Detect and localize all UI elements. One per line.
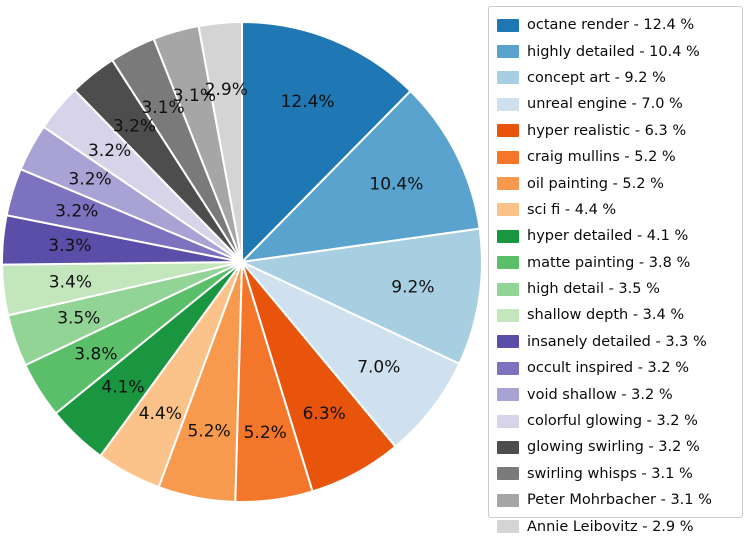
legend-item[interactable] <box>497 513 736 539</box>
legend-item[interactable] <box>497 65 736 91</box>
legend-color-swatch <box>497 124 519 137</box>
legend-item-label: occult inspired - 3.2 % <box>527 360 689 377</box>
pie-slice-label: 3.2% <box>87 140 132 161</box>
legend-color-swatch <box>497 309 519 322</box>
legend-item-label: insanely detailed - 3.3 % <box>527 333 707 350</box>
legend-color-swatch <box>497 335 519 348</box>
pie-slice-label: 10.4% <box>369 174 424 195</box>
legend-item[interactable] <box>497 250 736 276</box>
legend-item-label: void shallow - 3.2 % <box>527 386 673 403</box>
pie-slice-label: 3.5% <box>57 308 101 329</box>
legend-color-swatch <box>497 98 519 111</box>
legend-item-label: concept art - 9.2 % <box>527 69 666 86</box>
pie-slice-label: 5.2% <box>243 423 287 444</box>
legend-color-swatch <box>497 151 519 164</box>
legend-color-swatch <box>497 45 519 58</box>
legend-item[interactable] <box>497 302 736 328</box>
pie-slice-label: 4.4% <box>138 404 182 425</box>
chart-legend <box>488 6 743 535</box>
legend-item[interactable] <box>497 91 736 117</box>
legend-item[interactable] <box>497 276 736 302</box>
legend-item[interactable] <box>497 487 736 513</box>
legend-item-label: oil painting - 5.2 % <box>527 175 664 192</box>
pie-slice-label: 3.1% <box>141 98 185 119</box>
legend-color-swatch <box>497 415 519 428</box>
legend-item-label: high detail - 3.5 % <box>527 281 660 298</box>
legend-color-swatch <box>497 19 519 32</box>
legend-color-swatch <box>497 177 519 190</box>
legend-item[interactable] <box>497 329 736 355</box>
legend-item[interactable] <box>497 408 736 434</box>
legend-item[interactable] <box>497 461 736 487</box>
legend-item-label: octane render - 12.4 % <box>527 17 695 34</box>
legend-color-swatch <box>497 441 519 454</box>
pie-slice-label: 3.8% <box>74 344 118 365</box>
pie-slice-label: 3.3% <box>48 236 92 256</box>
legend-color-swatch <box>497 467 519 480</box>
legend-item-label: unreal engine - 7.0 % <box>527 96 683 113</box>
legend-item-label: matte painting - 3.8 % <box>527 254 691 271</box>
pie-slice-label: 3.2% <box>55 201 99 222</box>
legend-item[interactable] <box>497 434 736 460</box>
legend-item[interactable] <box>497 12 736 38</box>
legend-item-label: swirling whisps - 3.1 % <box>527 465 693 482</box>
pie-slice-label: 3.4% <box>48 272 93 293</box>
legend-color-swatch <box>497 283 519 296</box>
pie-slice-label: 3.2% <box>68 169 112 190</box>
legend-color-swatch <box>497 494 519 507</box>
pie-slice-label: 2.9% <box>204 79 248 100</box>
legend-item[interactable] <box>497 197 736 223</box>
legend-item-label: craig mullins - 5.2 % <box>527 149 676 166</box>
legend-item[interactable] <box>497 38 736 64</box>
legend-item[interactable] <box>497 144 736 170</box>
legend-item[interactable] <box>497 355 736 381</box>
pie-slice-label: 5.2% <box>187 421 231 442</box>
legend-color-swatch <box>497 203 519 216</box>
legend-color-swatch <box>497 388 519 401</box>
pie-slice-label: 12.4% <box>280 92 335 113</box>
legend-item-label: Annie Leibovitz - 2.9 % <box>527 518 694 535</box>
legend-item-label: hyper detailed - 4.1 % <box>527 228 689 245</box>
legend-item[interactable] <box>497 118 736 144</box>
legend-item-label: hyper realistic - 6.3 % <box>527 122 687 139</box>
legend-item[interactable] <box>497 223 736 249</box>
pie-slice-label: 4.1% <box>101 377 145 398</box>
legend-item-label: glowing swirling - 3.2 % <box>527 439 700 456</box>
legend-color-swatch <box>497 520 519 533</box>
legend-item-label: sci fi - 4.4 % <box>527 201 617 218</box>
legend-color-swatch <box>497 362 519 375</box>
legend-item-label: shallow depth - 3.4 % <box>527 307 685 324</box>
pie-slice-label: 3.2% <box>112 116 157 137</box>
pie-slice-label: 9.2% <box>391 277 435 298</box>
pie-slice-label: 7.0% <box>357 357 401 378</box>
legend-item[interactable] <box>497 381 736 407</box>
pie-slice-label: 6.3% <box>302 404 346 424</box>
legend-color-swatch <box>497 71 519 84</box>
pie-slice-label: 3.1% <box>172 85 217 106</box>
legend-item-label: highly detailed - 10.4 % <box>527 43 700 60</box>
legend-color-swatch <box>497 230 519 243</box>
legend-item[interactable] <box>497 170 736 196</box>
legend-item-label: Peter Mohrbacher - 3.1 % <box>527 492 712 509</box>
legend-item-label: colorful glowing - 3.2 % <box>527 413 698 430</box>
legend-color-swatch <box>497 256 519 269</box>
